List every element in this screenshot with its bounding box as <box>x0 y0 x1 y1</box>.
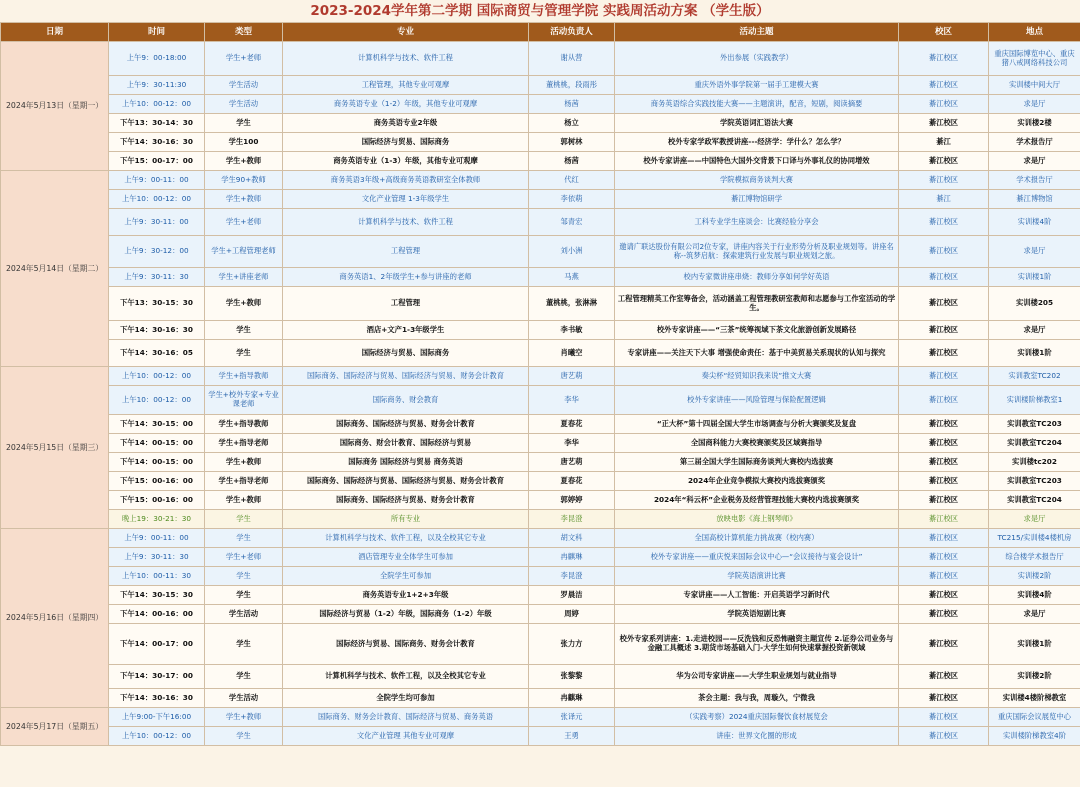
header-topic: 活动主题 <box>615 23 899 42</box>
date-cell: 2024年5月15日（星期三） <box>1 367 109 529</box>
topic-cell: 工程管理精英工作室筹备会，活动涵盖工程管理教研室教师和志愿参与工作室活动的学生。 <box>615 287 899 321</box>
campus-cell: 綦江校区 <box>899 491 989 510</box>
header-type: 类型 <box>205 23 283 42</box>
table-row <box>1 472 1080 491</box>
major-cell: 国际商务、财务会计教育、国际经济与贸易、商务英语 <box>283 708 529 727</box>
type-cell: 学生活动 <box>205 689 283 708</box>
campus-cell: 綦江校区 <box>899 727 989 746</box>
topic-cell: 重庆外语外事学院第一届手工建模大赛 <box>615 76 899 95</box>
campus-cell: 綦江校区 <box>899 453 989 472</box>
time-cell: 上午10：00-11：30 <box>109 567 205 586</box>
topic-cell: 全国高校计算机能力挑战赛（校内赛） <box>615 529 899 548</box>
major-cell: 计算机科学与技术、软件工程，以及全校其它专业 <box>283 529 529 548</box>
owner-cell: 罗晨洁 <box>529 586 615 605</box>
owner-cell: 李依萌 <box>529 190 615 209</box>
type-cell: 学生100 <box>205 133 283 152</box>
topic-cell: 綦江博物馆研学 <box>615 190 899 209</box>
major-cell: 全院学生均可参加 <box>283 689 529 708</box>
topic-cell: 2024年“科云杯”企业税务及经营管理技能大赛校内选拔赛颁奖 <box>615 491 899 510</box>
table-row <box>1 268 1080 287</box>
campus-cell: 綦江校区 <box>899 605 989 624</box>
campus-cell: 綦江校区 <box>899 529 989 548</box>
topic-cell: 工科专业学生座谈会：比赛经验分享会 <box>615 209 899 236</box>
topic-cell: 校外专家讲座——“三茶”统筹视域下茶文化旅游创新发展路径 <box>615 321 899 340</box>
time-cell: 上午9：30-11：30 <box>109 268 205 287</box>
location-cell: 重庆国际会议展览中心 <box>989 708 1080 727</box>
location-cell: 实训教室TC204 <box>989 434 1080 453</box>
type-cell: 学生+讲座老师 <box>205 268 283 287</box>
topic-cell: 2024年企业竞争模拟大赛校内选拔赛颁奖 <box>615 472 899 491</box>
location-cell: 求是厅 <box>989 605 1080 624</box>
table-row <box>1 95 1080 114</box>
topic-cell: 奏尖杯“经贸知识我来说”推文大赛 <box>615 367 899 386</box>
major-cell: 国际商务 国际经济与贸易 商务英语 <box>283 453 529 472</box>
location-cell: 实训楼4阶 <box>989 209 1080 236</box>
campus-cell: 綦江校区 <box>899 171 989 190</box>
type-cell: 学生 <box>205 727 283 746</box>
campus-cell: 綦江校区 <box>899 287 989 321</box>
type-cell: 学生+指导教师 <box>205 415 283 434</box>
owner-cell: 杨茜 <box>529 95 615 114</box>
major-cell: 国际经济与贸易（1-2）年级，国际商务（1-2）年级 <box>283 605 529 624</box>
time-cell: 上午9：30-11:30 <box>109 76 205 95</box>
header-major: 专业 <box>283 23 529 42</box>
location-cell: 实训楼2阶 <box>989 567 1080 586</box>
header-date: 日期 <box>1 23 109 42</box>
location-cell: 实训楼1阶 <box>989 340 1080 367</box>
table-row <box>1 415 1080 434</box>
type-cell: 学生 <box>205 114 283 133</box>
table-row <box>1 171 1080 190</box>
owner-cell: 董桃桃，段雨彤 <box>529 76 615 95</box>
major-cell: 商务英语专业（1-2）年级，其他专业可观摩 <box>283 95 529 114</box>
header-owner: 活动负责人 <box>529 23 615 42</box>
location-cell: 学术报告厅 <box>989 133 1080 152</box>
table-row <box>1 386 1080 415</box>
campus-cell: 綦江校区 <box>899 236 989 268</box>
table-row <box>1 367 1080 386</box>
owner-cell: 夏春花 <box>529 472 615 491</box>
topic-cell: 全国商科能力大赛校赛颁奖及区域赛指导 <box>615 434 899 453</box>
table-row <box>1 321 1080 340</box>
table-row <box>1 624 1080 665</box>
type-cell: 学生 <box>205 586 283 605</box>
major-cell: 计算机科学与技术、软件工程 <box>283 209 529 236</box>
location-cell: TC215/实训楼4楼机房 <box>989 529 1080 548</box>
campus-cell: 綦江校区 <box>899 415 989 434</box>
major-cell: 所有专业 <box>283 510 529 529</box>
topic-cell: 专家讲座——关注天下大事 增强使命责任：基于中美贸易关系现状的认知与探究 <box>615 340 899 367</box>
major-cell: 国际经济与贸易、国际商务、财务会计教育 <box>283 624 529 665</box>
owner-cell: 代红 <box>529 171 615 190</box>
type-cell: 学生+工程管理老师 <box>205 236 283 268</box>
type-cell: 学生活动 <box>205 95 283 114</box>
owner-cell: 胡文科 <box>529 529 615 548</box>
campus-cell: 綦江校区 <box>899 386 989 415</box>
topic-cell: 邀请广联达股份有限公司2位专家，讲座内容关于行业形势分析及职业规划等。讲座名称--筑梦启航：探索建筑行业发展与职业规划之旅。 <box>615 236 899 268</box>
time-cell: 上午9:00-下午16:00 <box>109 708 205 727</box>
time-cell: 上午10：00-12：00 <box>109 367 205 386</box>
date-cell: 2024年5月17日（星期五） <box>1 708 109 746</box>
campus-cell: 綦江校区 <box>899 114 989 133</box>
campus-cell: 綦江校区 <box>899 434 989 453</box>
table-row <box>1 340 1080 367</box>
time-cell: 下午14：30-15：00 <box>109 415 205 434</box>
topic-cell: 学院英语短剧比赛 <box>615 605 899 624</box>
date-cell: 2024年5月14日（星期二） <box>1 171 109 367</box>
table-row <box>1 708 1080 727</box>
topic-cell: 茶会主题：我与我，周璇久，宁微我 <box>615 689 899 708</box>
time-cell: 上午10：00-12：00 <box>109 727 205 746</box>
location-cell: 实训楼阶梯教室4阶 <box>989 727 1080 746</box>
owner-cell: 张黎黎 <box>529 665 615 689</box>
location-cell: 綦江博物馆 <box>989 190 1080 209</box>
type-cell: 学生+指导老师 <box>205 472 283 491</box>
type-cell: 学生活动 <box>205 76 283 95</box>
campus-cell: 綦江校区 <box>899 689 989 708</box>
campus-cell: 綦江校区 <box>899 510 989 529</box>
topic-cell: 华为公司专家讲座——大学生职业规划与就业指导 <box>615 665 899 689</box>
time-cell: 上午9：30-12：00 <box>109 236 205 268</box>
owner-cell: 王勇 <box>529 727 615 746</box>
topic-cell: 放映电影《海上钢琴师》 <box>615 510 899 529</box>
table-row <box>1 453 1080 472</box>
time-cell: 下午14：30-16：30 <box>109 689 205 708</box>
time-cell: 下午14：30-17：00 <box>109 665 205 689</box>
topic-cell: 校外专家系列讲座：1.走进校园——反洗钱和反恐怖融资主题宣传 2.证券公司业务与金融工具概述 3.期货市场基础入门-大学生如何快速掌握投资新领域 <box>615 624 899 665</box>
owner-cell: 唐艺萌 <box>529 367 615 386</box>
campus-cell: 綦江校区 <box>899 95 989 114</box>
time-cell: 下午14：00-15：00 <box>109 434 205 453</box>
time-cell: 上午10：00-12：00 <box>109 95 205 114</box>
location-cell: 实训教室TC204 <box>989 491 1080 510</box>
location-cell: 实训教室TC202 <box>989 367 1080 386</box>
type-cell: 学生 <box>205 529 283 548</box>
major-cell: 国际商务、国际经济与贸易、国际经济与贸易、财务会计教育 <box>283 367 529 386</box>
owner-cell: 唐艺萌 <box>529 453 615 472</box>
type-cell: 学生+老师 <box>205 548 283 567</box>
type-cell: 学生+教师 <box>205 491 283 510</box>
major-cell: 计算机科学与技术、软件工程 <box>283 42 529 76</box>
header-time: 时间 <box>109 23 205 42</box>
major-cell: 国际商务、国际经济与贸易、国际经济与贸易、财务会计教育 <box>283 472 529 491</box>
major-cell: 工程管理 <box>283 287 529 321</box>
campus-cell: 綦江校区 <box>899 321 989 340</box>
type-cell: 学生+教师 <box>205 190 283 209</box>
major-cell: 文化产业管理 其他专业可观摩 <box>283 727 529 746</box>
major-cell: 商务英语3年级+高级商务英语教研室全体教师 <box>283 171 529 190</box>
owner-cell: 马燕 <box>529 268 615 287</box>
location-cell: 实训教室TC203 <box>989 472 1080 491</box>
campus-cell: 綦江校区 <box>899 624 989 665</box>
major-cell: 酒店+文产1-3年级学生 <box>283 321 529 340</box>
type-cell: 学生活动 <box>205 605 283 624</box>
table-row <box>1 152 1080 171</box>
campus-cell: 綦江校区 <box>899 472 989 491</box>
time-cell: 上午10：00-12：00 <box>109 190 205 209</box>
topic-cell: “正大杯”第十四届全国大学生市场调查与分析大赛颁奖及复盘 <box>615 415 899 434</box>
location-cell: 实训楼4楼阶梯教室 <box>989 689 1080 708</box>
campus-cell: 綦江校区 <box>899 665 989 689</box>
owner-cell: 周婷 <box>529 605 615 624</box>
major-cell: 酒店管理专业全体学生可参加 <box>283 548 529 567</box>
campus-cell: 綦江 <box>899 133 989 152</box>
major-cell: 计算机科学与技术、软件工程，以及全校其它专业 <box>283 665 529 689</box>
owner-cell: 张译元 <box>529 708 615 727</box>
topic-cell: 学院模拟商务谈判大赛 <box>615 171 899 190</box>
owner-cell: 张力方 <box>529 624 615 665</box>
campus-cell: 綦江校区 <box>899 708 989 727</box>
time-cell: 上午9：00-11：00 <box>109 529 205 548</box>
type-cell: 学生 <box>205 510 283 529</box>
major-cell: 国际商务、国际经济与贸易、财务会计教育 <box>283 415 529 434</box>
owner-cell: 李书敏 <box>529 321 615 340</box>
table-row <box>1 529 1080 548</box>
location-cell: 学术报告厅 <box>989 171 1080 190</box>
owner-cell: 董桃桃，张淋淋 <box>529 287 615 321</box>
table-row <box>1 605 1080 624</box>
type-cell: 学生90+教师 <box>205 171 283 190</box>
header-location: 地点 <box>989 23 1080 42</box>
campus-cell: 綦江校区 <box>899 367 989 386</box>
location-cell: 综合楼学术报告厅 <box>989 548 1080 567</box>
time-cell: 晚上19：30-21：30 <box>109 510 205 529</box>
time-cell: 下午14：00-16：00 <box>109 605 205 624</box>
location-cell: 实训楼1阶 <box>989 268 1080 287</box>
location-cell: 实训楼tc202 <box>989 453 1080 472</box>
table-row <box>1 236 1080 268</box>
type-cell: 学生+指导老师 <box>205 434 283 453</box>
topic-cell: 专家讲座——人工智能：开启英语学习新时代 <box>615 586 899 605</box>
time-cell: 下午14：30-16：30 <box>109 321 205 340</box>
topic-cell: 外出参展（实践教学） <box>615 42 899 76</box>
type-cell: 学生+指导教师 <box>205 367 283 386</box>
type-cell: 学生 <box>205 340 283 367</box>
date-cell: 2024年5月16日（星期四） <box>1 529 109 708</box>
table-row <box>1 42 1080 76</box>
location-cell: 实训楼1阶 <box>989 624 1080 665</box>
topic-cell: 第三届全国大学生国际商务谈判大赛校内选拔赛 <box>615 453 899 472</box>
time-cell: 下午15：00-16：00 <box>109 472 205 491</box>
location-cell: 实训教室TC203 <box>989 415 1080 434</box>
type-cell: 学生+校外专家+专业课老师 <box>205 386 283 415</box>
time-cell: 上午9：00-11：00 <box>109 171 205 190</box>
topic-cell: 校外专家讲座——风险管理与保险配置逻辑 <box>615 386 899 415</box>
type-cell: 学生+教师 <box>205 453 283 472</box>
topic-cell: 学院英语词汇语法大赛 <box>615 114 899 133</box>
owner-cell: 刘小洲 <box>529 236 615 268</box>
major-cell: 国际商务、财会教育 <box>283 386 529 415</box>
location-cell: 实训楼2阶 <box>989 665 1080 689</box>
activity-table <box>0 22 1080 746</box>
type-cell: 学生+老师 <box>205 209 283 236</box>
major-cell: 工程管理，其他专业可观摩 <box>283 76 529 95</box>
topic-cell: 校外专家讲座——中国特色大国外交背景下口译与外事礼仪的协同增效 <box>615 152 899 171</box>
major-cell: 国际经济与贸易、国际商务 <box>283 133 529 152</box>
header-campus: 校区 <box>899 23 989 42</box>
date-cell: 2024年5月13日（星期一） <box>1 42 109 171</box>
campus-cell: 綦江 <box>899 190 989 209</box>
major-cell: 国际经济与贸易、国际商务 <box>283 340 529 367</box>
topic-cell: 校外专家讲座——重庆悦来国际会议中心—“会议接待与宴会设计” <box>615 548 899 567</box>
location-cell: 实训楼4阶 <box>989 586 1080 605</box>
time-cell: 下午14：00-17：00 <box>109 624 205 665</box>
location-cell: 实训楼2楼 <box>989 114 1080 133</box>
owner-cell: 冉麒琳 <box>529 689 615 708</box>
time-cell: 下午14：30-15：30 <box>109 586 205 605</box>
location-cell: 求是厅 <box>989 321 1080 340</box>
owner-cell: 邹青宏 <box>529 209 615 236</box>
table-row <box>1 510 1080 529</box>
table-row <box>1 586 1080 605</box>
table-row <box>1 114 1080 133</box>
time-cell: 下午15：00-16：00 <box>109 491 205 510</box>
table-row <box>1 689 1080 708</box>
topic-cell: （实践考察）2024重庆国际餐饮食材展览会 <box>615 708 899 727</box>
owner-cell: 郭树林 <box>529 133 615 152</box>
major-cell: 工程管理 <box>283 236 529 268</box>
topic-cell: 校外专家学政军教授讲座---经济学：学什么？怎么学？ <box>615 133 899 152</box>
table-row <box>1 548 1080 567</box>
campus-cell: 綦江校区 <box>899 42 989 76</box>
campus-cell: 綦江校区 <box>899 76 989 95</box>
table-row <box>1 287 1080 321</box>
table-body <box>1 42 1080 746</box>
time-cell: 上午9：30-11：00 <box>109 209 205 236</box>
time-cell: 上午9：30-11：30 <box>109 548 205 567</box>
type-cell: 学生 <box>205 567 283 586</box>
type-cell: 学生 <box>205 665 283 689</box>
campus-cell: 綦江校区 <box>899 209 989 236</box>
time-cell: 下午13：30-14：30 <box>109 114 205 133</box>
table-row <box>1 434 1080 453</box>
location-cell: 求是厅 <box>989 152 1080 171</box>
table-row <box>1 491 1080 510</box>
major-cell: 商务英语专业1+2+3年级 <box>283 586 529 605</box>
type-cell: 学生 <box>205 321 283 340</box>
table-row <box>1 76 1080 95</box>
campus-cell: 綦江校区 <box>899 152 989 171</box>
owner-cell: 肖曦空 <box>529 340 615 367</box>
time-cell: 下午13：30-15：30 <box>109 287 205 321</box>
table-row <box>1 665 1080 689</box>
topic-cell: 商务英语综合实践技能大赛——主题演讲，配音，短剧，阅读摘要 <box>615 95 899 114</box>
table-header-row <box>1 23 1080 42</box>
campus-cell: 綦江校区 <box>899 268 989 287</box>
owner-cell: 夏春花 <box>529 415 615 434</box>
major-cell: 商务英语专业（1-3）年级，其他专业可观摩 <box>283 152 529 171</box>
location-cell: 求是厅 <box>989 236 1080 268</box>
owner-cell: 李华 <box>529 386 615 415</box>
location-cell: 实训楼阶梯教室1 <box>989 386 1080 415</box>
type-cell: 学生+教师 <box>205 708 283 727</box>
major-cell: 国际商务、国际经济与贸易、财务会计教育 <box>283 491 529 510</box>
page-title: 2023-2024学年第二学期 国际商贸与管理学院 实践周活动方案 （学生版） <box>0 0 1080 22</box>
location-cell: 求是厅 <box>989 510 1080 529</box>
location-cell: 实训楼205 <box>989 287 1080 321</box>
owner-cell: 谢从营 <box>529 42 615 76</box>
owner-cell: 李华 <box>529 434 615 453</box>
major-cell: 全院学生可参加 <box>283 567 529 586</box>
owner-cell: 李昆澄 <box>529 510 615 529</box>
owner-cell: 郭婷婷 <box>529 491 615 510</box>
location-cell: 实训楼中间大厅 <box>989 76 1080 95</box>
major-cell: 商务英语专业2年级 <box>283 114 529 133</box>
time-cell: 下午14：30-16：30 <box>109 133 205 152</box>
time-cell: 下午14：00-15：00 <box>109 453 205 472</box>
table-row <box>1 190 1080 209</box>
campus-cell: 綦江校区 <box>899 586 989 605</box>
table-row <box>1 727 1080 746</box>
owner-cell: 杨立 <box>529 114 615 133</box>
time-cell: 下午14：30-16：05 <box>109 340 205 367</box>
type-cell: 学生+老师 <box>205 42 283 76</box>
time-cell: 上午9：00-18:00 <box>109 42 205 76</box>
major-cell: 商务英语1、2年级学生+参与讲座的老师 <box>283 268 529 287</box>
location-cell: 重庆国际博览中心、重庆猪八戒网络科技公司 <box>989 42 1080 76</box>
owner-cell: 杨茜 <box>529 152 615 171</box>
type-cell: 学生+教师 <box>205 152 283 171</box>
time-cell: 下午15：00-17：00 <box>109 152 205 171</box>
owner-cell: 李昆澄 <box>529 567 615 586</box>
major-cell: 国际商务、财会计教育、国际经济与贸易 <box>283 434 529 453</box>
owner-cell: 冉麒琳 <box>529 548 615 567</box>
campus-cell: 綦江校区 <box>899 567 989 586</box>
campus-cell: 綦江校区 <box>899 548 989 567</box>
table-row <box>1 133 1080 152</box>
topic-cell: 讲座：世界文化圈的形成 <box>615 727 899 746</box>
type-cell: 学生+教师 <box>205 287 283 321</box>
location-cell: 求是厅 <box>989 95 1080 114</box>
time-cell: 上午10：00-12：00 <box>109 386 205 415</box>
table-row <box>1 209 1080 236</box>
table-row <box>1 567 1080 586</box>
type-cell: 学生 <box>205 624 283 665</box>
campus-cell: 綦江校区 <box>899 340 989 367</box>
topic-cell: 校内专家微讲座串烧：教师分享如何学好英语 <box>615 268 899 287</box>
topic-cell: 学院英语演讲比赛 <box>615 567 899 586</box>
major-cell: 文化产业管理 1-3年级学生 <box>283 190 529 209</box>
